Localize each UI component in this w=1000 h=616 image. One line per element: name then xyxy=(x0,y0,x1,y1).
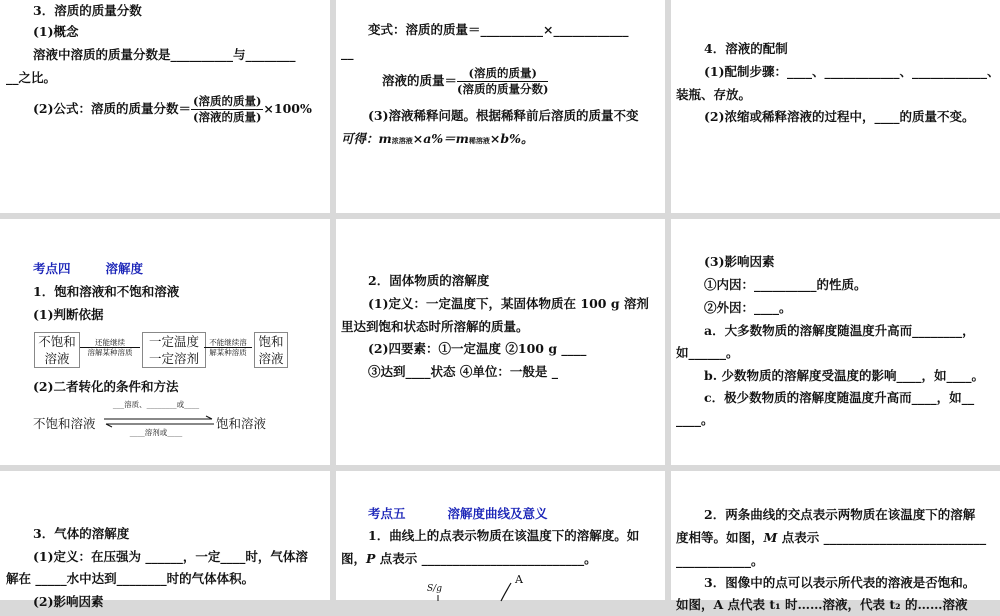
solution-mass-formula xyxy=(457,66,548,97)
arrow2-bottom: 解某种溶质 xyxy=(209,348,247,357)
slide4-heading xyxy=(33,257,143,280)
graph-y-label: S/g xyxy=(427,584,442,594)
slide4-line2: (1)判断依据 xyxy=(33,307,104,322)
slide1-line1: 3．溶质的质量分数 xyxy=(33,3,142,18)
curve-a-label: A xyxy=(515,573,523,586)
slide9-line2 xyxy=(676,526,986,549)
slide3-line4: (2)浓缩或稀释溶液的过程中，____的质量不变。 xyxy=(704,109,975,124)
dilution-sub2: 稀溶液 xyxy=(468,136,490,145)
dilution-m2: ×a%＝m xyxy=(412,131,469,146)
slide4-line3: (2)二者转化的条件和方法 xyxy=(33,379,179,394)
point-m: M xyxy=(763,530,778,545)
heading-label: 考点五 xyxy=(368,506,406,521)
slide1-formula-tail: ×100% xyxy=(263,101,312,116)
dilution-m1: 可得：m xyxy=(341,131,392,146)
arrow1-bottom: 溶解某种溶质 xyxy=(87,348,133,357)
condition-temperature: 一定温度 xyxy=(148,334,199,349)
line2-end: 点表示 __________________________ xyxy=(777,530,987,545)
slide-formula-variants xyxy=(336,0,665,213)
slide6-line2: ①内因：__________的性质。 xyxy=(704,277,867,292)
slide5-line2: (1)定义：一定温度下，某固体物质在 100 g 溶剂 xyxy=(368,296,649,311)
slide-solution-preparation xyxy=(671,0,1000,213)
slide9-line1: 2．两条曲线的交点表示两物质在该温度下的溶解 xyxy=(704,507,976,522)
conversion-arrows-icon xyxy=(102,415,216,429)
slide6-line8: ____。 xyxy=(676,412,714,427)
slide-gas-solubility xyxy=(0,471,330,609)
slide9-line3: ____________。 xyxy=(676,553,764,568)
heading-topic: 溶解度 xyxy=(105,261,144,276)
arrow2-label xyxy=(204,338,252,357)
slide7-line1: 3．气体的溶解度 xyxy=(33,526,130,541)
line2-start: 图， xyxy=(341,551,367,566)
slide6-line1: (3)影响因素 xyxy=(704,254,775,269)
heading-label: 考点四 xyxy=(33,261,71,276)
mass-fraction-formula xyxy=(191,94,263,125)
slide9-line5: 如图，A 点代表 t₁ 时……溶液，代表 t₂ 的……溶液 xyxy=(676,597,968,612)
unsaturated-label: 不饱和溶液 xyxy=(38,334,76,366)
conversion-top-label: ___溶质、________或____ xyxy=(112,400,200,409)
slide6-line5: 如______。 xyxy=(676,345,739,360)
slide-saturation xyxy=(0,219,330,465)
slide5-line3: 里达到饱和状态时所溶解的质量。 xyxy=(341,319,529,334)
fraction-numerator: (溶质的质量) xyxy=(457,66,548,82)
slide3-line1: 4．溶液的配制 xyxy=(704,41,788,56)
heading-topic: 溶解度曲线及意义 xyxy=(447,506,548,521)
slide8-heading xyxy=(368,502,548,525)
line2-end: 点表示 __________________________。 xyxy=(375,551,597,566)
slide1-formula-label: (2)公式：溶质的质量分数＝ xyxy=(33,101,192,116)
dilution-end: ×b%。 xyxy=(489,131,534,146)
fraction-denominator: (溶液的质量) xyxy=(193,110,262,124)
conditions-box xyxy=(142,332,206,368)
slide-curve-intersection xyxy=(671,471,1000,612)
slide2-line5 xyxy=(341,127,534,152)
slide1-formula xyxy=(33,94,312,125)
slide1-line2: (1)概念 xyxy=(33,24,79,39)
slide-solubility-curve xyxy=(336,471,665,600)
conversion-right: 饱和溶液 xyxy=(216,416,267,431)
slide6-line3: ②外因：____。 xyxy=(704,300,792,315)
slide-solid-solubility xyxy=(336,219,665,465)
slide6-line6: b. 少数物质的溶解度受温度的影响____，如____。 xyxy=(704,368,984,383)
slide5-line4: (2)四要素：①一定温度 ②100 g ____ xyxy=(368,341,587,356)
slide-mass-fraction xyxy=(0,0,330,213)
slide5-line5: ③达到____状态 ④单位：一般是 _ xyxy=(368,364,558,379)
arrow2-top: 不能继续溶 xyxy=(204,338,252,348)
slide6-line4: a．大多数物质的溶解度随温度升高而________， xyxy=(704,323,975,338)
unsaturated-box xyxy=(34,332,80,368)
slide8-line1: 1．曲线上的点表示物质在该温度下的溶解度。如 xyxy=(368,528,640,543)
slide6-line7: c．极少数物质的溶解度随温度升高而____，如__ xyxy=(704,390,975,405)
conversion-left: 不饱和溶液 xyxy=(33,416,96,431)
slide1-line3: 溶液中溶质的质量分数是__________与________ xyxy=(33,47,296,62)
solubility-graph-icon xyxy=(431,581,531,601)
slide2-formula-label: 溶液的质量＝ xyxy=(382,73,458,88)
saturated-label: 饱和溶液 xyxy=(258,334,284,366)
slide4-line1: 1．饱和溶液和不饱和溶液 xyxy=(33,284,180,299)
slide5-line1: 2．固体物质的溶解度 xyxy=(368,273,490,288)
slide7-line4: (2)影响因素 xyxy=(33,594,104,609)
slide7-line3: 解在 _____水中达到________时的气体体积。 xyxy=(6,571,255,586)
arrow1-label xyxy=(80,338,140,357)
point-p: P xyxy=(366,551,376,566)
slide7-line2: (1)定义：在压强为 ______，一定____时，气体溶 xyxy=(33,549,308,564)
slide2-formula xyxy=(382,66,548,97)
fraction-numerator: (溶质的质量) xyxy=(193,94,262,108)
dilution-sub1: 浓溶液 xyxy=(391,136,413,145)
slide-influencing-factors xyxy=(671,219,1000,465)
slide2-line1: 变式：溶质的质量＝__________×____________ xyxy=(368,22,629,37)
line2-start: 度相等。如图， xyxy=(676,530,764,545)
slide1-line4: __之比。 xyxy=(6,70,57,85)
slide2-line2: __ xyxy=(341,45,354,60)
slide3-line3: 装瓶、存放。 xyxy=(676,87,752,102)
fraction-denominator: (溶质的质量分数) xyxy=(457,82,549,96)
condition-solvent: 一定溶剂 xyxy=(148,351,199,366)
saturated-box xyxy=(254,332,288,368)
conversion-bottom-label: ____溶剂或____ xyxy=(129,428,183,437)
slide9-line4: 3．图像中的点可以表示所代表的溶液是否饱和。 xyxy=(704,575,976,590)
slide8-line2 xyxy=(341,547,597,570)
slide2-line4: (3)溶液稀释问题。根据稀释前后溶质的质量不变 xyxy=(368,108,639,123)
slide3-line2: (1)配制步骤：____、____________、____________、 xyxy=(704,64,1000,79)
arrow1-top: 还能继续 xyxy=(80,338,140,348)
